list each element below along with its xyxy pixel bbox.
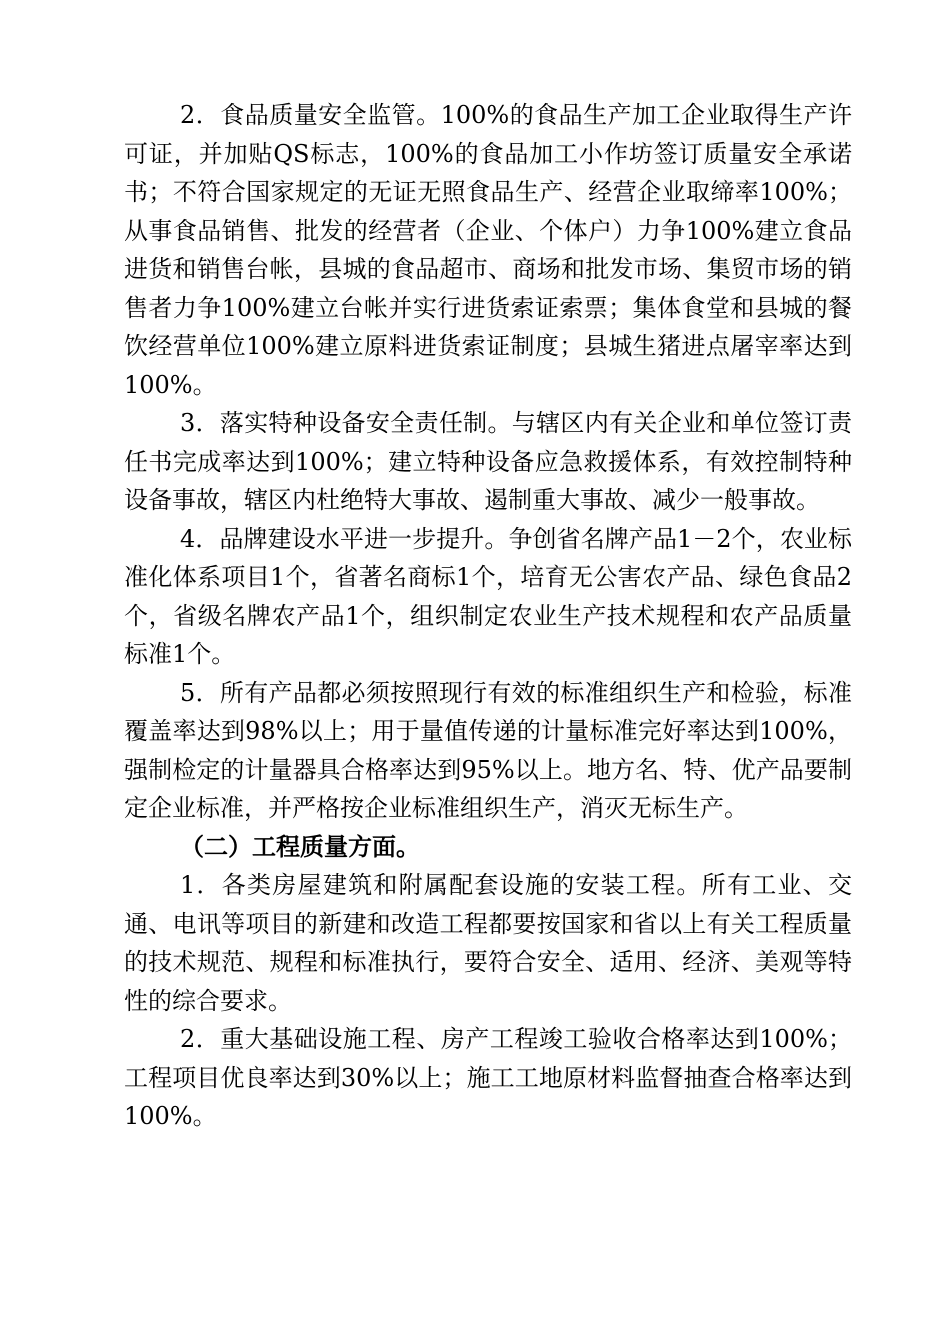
- paragraph-standards: 5．所有产品都必须按照现行有效的标准组织生产和检验，标准覆盖率达到98%以上；用于量值传递的计量标准完好率达到100%，强制检定的计量器具合格率达到95%以上。地方名、特、优产品要制定企业标准，并严格按企业标准组织生产，消灭无标生产。: [124, 678, 852, 822]
- paragraph-building-installation: 1．各类房屋建筑和附属配套设施的安装工程。所有工业、交通、电讯等项目的新建和改造工程都要按国家和省以上有关工程质量的技术规范、规程和标准执行，要符合安全、适用、经济、美观等特性的综合要求。: [124, 871, 852, 1015]
- section-heading-engineering-quality: （二）工程质量方面。: [180, 831, 420, 861]
- paragraph-brand-building: 4．品牌建设水平进一步提升。争创省名牌产品1－2个，农业标准化体系项目1个，省著名商标1个，培育无公害农产品、绿色食品2个，省级名牌农产品1个，组织制定农业生产技术规程和农产品质量标准1个。: [124, 524, 852, 668]
- paragraph-food-quality: 2．食品质量安全监管。100%的食品生产加工企业取得生产许可证，并加贴QS标志，100%的食品加工小作坊签订质量安全承诺书；不符合国家规定的无证无照食品生产、经营企业取缔率100%；从事食品销售、批发的经营者（企业、个体户）力争100%建立食品进货和销售台帐，县城的食品超市、商场和批发市场、集贸市场的销售者力争100%建立台帐并实行进货索证索票；集体食堂和县城的餐饮经营单位100%建立原料进货索证制度；县城生猪进点屠宰率达到100%。: [124, 101, 852, 399]
- paragraph-special-equipment: 3．落实特种设备安全责任制。与辖区内有关企业和单位签订责任书完成率达到100%；建立特种设备应急救援体系，有效控制特种设备事故，辖区内杜绝特大事故、遏制重大事故、减少一般事故。: [124, 409, 852, 514]
- document-page: [124, 96, 852, 1136]
- paragraph-acceptance-rate: 2．重大基础设施工程、房产工程竣工验收合格率达到100%；工程项目优良率达到30%以上；施工工地原材料监督抽查合格率达到100%。: [124, 1025, 852, 1130]
